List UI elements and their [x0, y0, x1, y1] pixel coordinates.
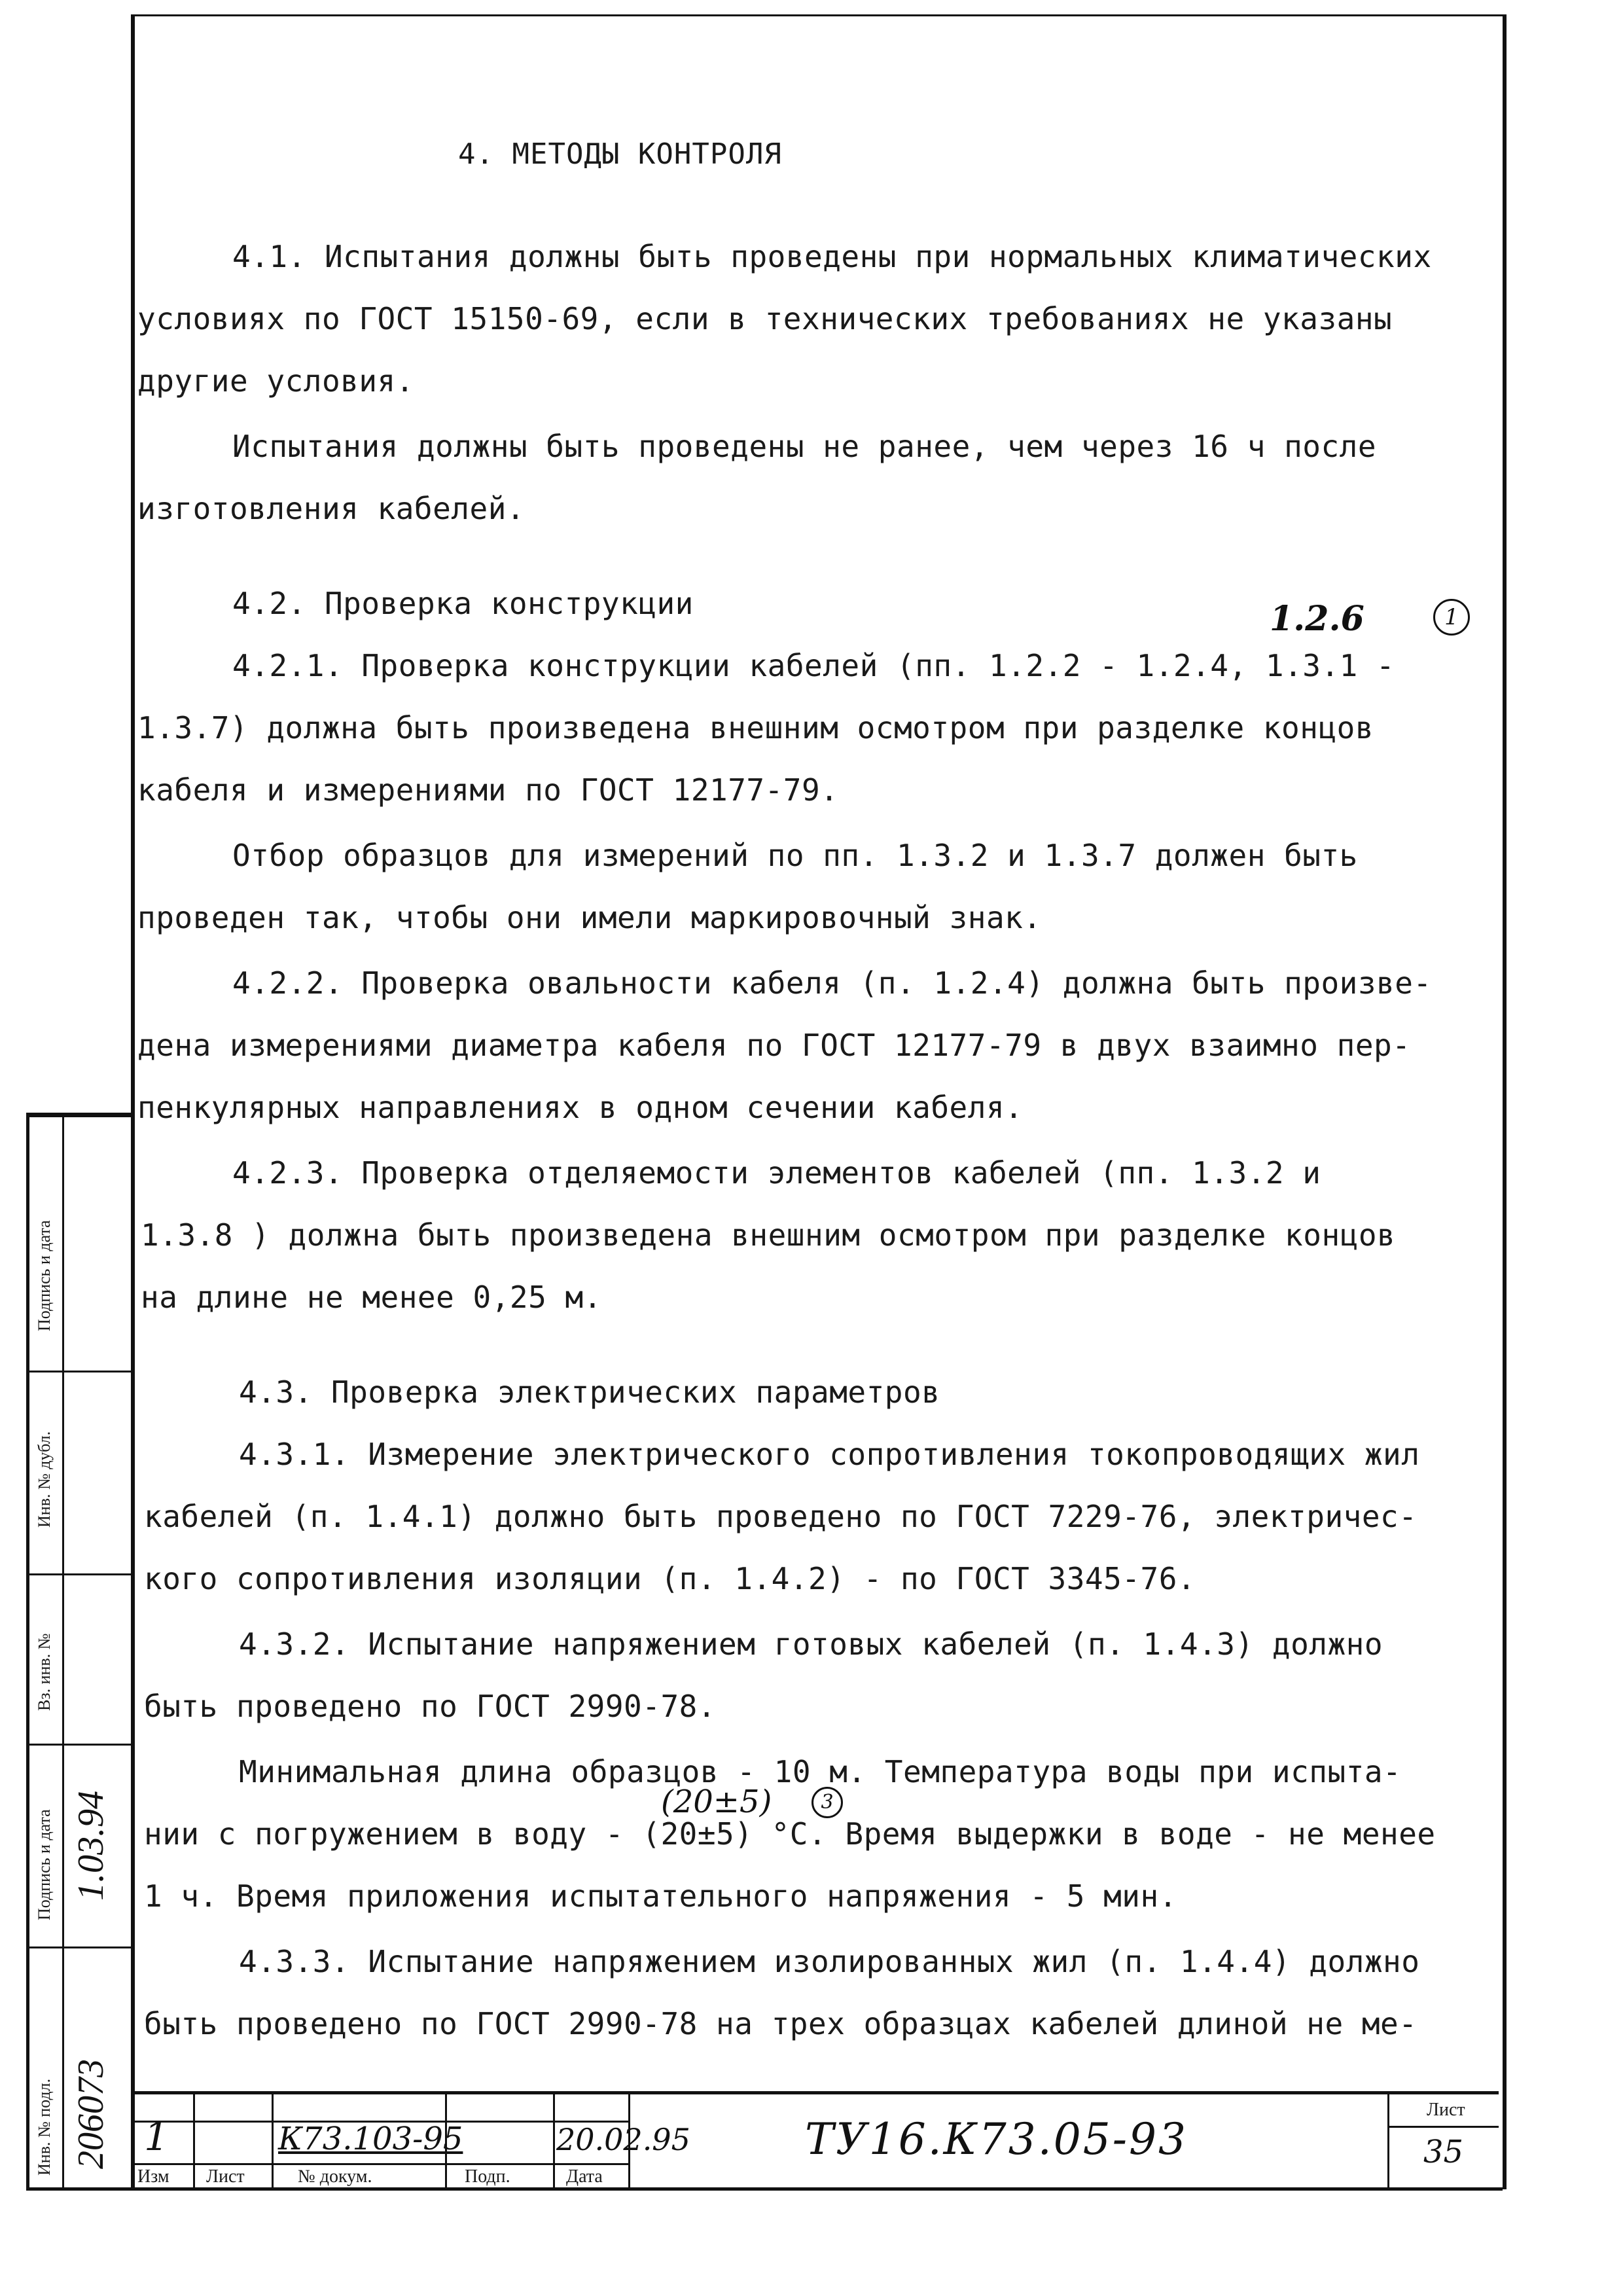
text-line: кабелей (п. 1.4.1) должно быть проведено по ГОСТ 7229-76, электричес-: [144, 1499, 1418, 1534]
text-line: 4.3.2. Испытание напряжением готовых кабелей (п. 1.4.3) должно: [239, 1626, 1383, 1662]
side-stamp: [26, 1113, 134, 2190]
text-line: 1.3.8 ) должна быть произведена внешним осмотром при разделке концов: [141, 1217, 1396, 1253]
sheet-label: Лист: [1427, 2100, 1465, 2120]
text-line: быть проведено по ГОСТ 2990-78.: [144, 1689, 717, 1724]
side-label: Подпись и дата: [35, 1809, 54, 1920]
revision-number-value: 1: [144, 2114, 169, 2160]
text-line: быть проведено по ГОСТ 2990-78 на трех образцах кабелей длиной не ме-: [144, 2006, 1418, 2041]
side-label: Инв. № дубл.: [35, 1431, 54, 1528]
text-line: проведен так, чтобы они имели маркировочный знак.: [137, 900, 1042, 935]
side-date-value: 1.03.94: [71, 1791, 111, 1901]
text-line: 4.3.1. Измерение электрического сопротивления токопроводящих жил: [239, 1437, 1420, 1472]
tb-label-podp: Подп.: [465, 2166, 510, 2187]
text-line: кого сопротивления изоляции (п. 1.4.2) - по ГОСТ 3345-76.: [144, 1561, 1196, 1596]
document-designation: ТУ16.К73.05-93: [805, 2114, 1188, 2164]
revision-number: 1: [1444, 604, 1459, 630]
document-number-value: К73.103-95: [278, 2121, 463, 2157]
side-row-divider: [29, 1744, 134, 1746]
text-line: пенкулярных направлениях в одном сечении кабеля.: [137, 1090, 1024, 1125]
text-line: 4.2.2. Проверка овальности кабеля (п. 1.2.4) должна быть произве-: [232, 965, 1432, 1001]
text-line: 4.2.3. Проверка отделяемости элементов кабелей (пп. 1.3.2 и: [232, 1155, 1321, 1191]
tb-label-date: Дата: [566, 2166, 603, 2187]
side-row-divider: [29, 1573, 134, 1575]
tb-label-list: Лист: [206, 2166, 245, 2187]
text-line: 4.1. Испытания должны быть проведены при нормальных климатических: [232, 239, 1432, 274]
revision-number: 3: [821, 1791, 834, 1814]
side-divider: [62, 1115, 64, 2190]
tb-label-doc: № докум.: [298, 2166, 372, 2187]
text-line: Отбор образцов для измерений по пп. 1.3.2 и 1.3.7 должен быть: [232, 838, 1358, 873]
side-inv-value: 206073: [71, 2059, 111, 2169]
tb-divider: [1387, 2094, 1389, 2191]
side-label: Подпись и дата: [35, 1220, 54, 1331]
tb-divider: [272, 2094, 274, 2191]
text-line: 4.2.1. Проверка конструкции кабелей (пп. 1.2.2 - 1.2.4, 1.3.1 -: [232, 648, 1395, 683]
tb-row-divider: [131, 2163, 628, 2165]
text-line: 4.2. Проверка конструкции: [232, 586, 694, 621]
page-bottom-border: [26, 2187, 1503, 2191]
section-heading: 4. МЕТОДЫ КОНТРОЛЯ: [458, 137, 782, 171]
tb-label-izm: Изм: [137, 2166, 169, 2187]
revision-circle: [1433, 599, 1470, 636]
text-line: другие условия.: [137, 363, 414, 399]
text-line: 4.3.3. Испытание напряжением изолированных жил (п. 1.4.4) должно: [239, 1944, 1420, 1979]
handwritten-insert: 1.2.6: [1270, 599, 1364, 639]
tb-row-divider: [1387, 2126, 1499, 2128]
text-line: кабеля и измерениями по ГОСТ 12177-79.: [137, 772, 839, 808]
text-line: нии с погружением в воду - (20±5) °С. Время выдержки в воде - не менее: [144, 1816, 1436, 1852]
handwritten-insert: (20±5): [661, 1784, 772, 1820]
text-line: 1.3.7) должна быть произведена внешним осмотром при разделке концов: [137, 710, 1374, 745]
side-row-divider: [29, 1946, 134, 1948]
text-line: изготовления кабелей.: [137, 491, 526, 526]
tb-divider: [193, 2094, 195, 2191]
text-line: условиях по ГОСТ 15150-69, если в технических требованиях не указаны: [137, 301, 1393, 336]
side-row-divider: [29, 1371, 134, 1372]
text-line: на длине не менее 0,25 м.: [141, 1280, 602, 1315]
text-line: дена измерениями диаметра кабеля по ГОСТ 12177-79 в двух взаимно пер-: [137, 1028, 1411, 1063]
sheet-number: 35: [1423, 2134, 1464, 2170]
text-line: 4.3. Проверка электрических параметров: [239, 1374, 940, 1410]
text-line: 1 ч. Время приложения испытательного напряжения - 5 мин.: [144, 1878, 1177, 1914]
text-line: Испытания должны быть проведены не ранее, чем через 16 ч после: [232, 429, 1377, 464]
side-row-divider: [29, 1115, 134, 1117]
side-label: Вз. инв. №: [35, 1633, 54, 1711]
signature-date-value: 20.02.95: [556, 2122, 690, 2157]
side-label: Инв. № подл.: [35, 2078, 54, 2176]
revision-circle: [812, 1787, 843, 1818]
title-block: [131, 2091, 1499, 2191]
text-line: Минимальная длина образцов - 10 м. Температура воды при испыта-: [239, 1754, 1402, 1789]
tb-divider: [553, 2094, 555, 2191]
